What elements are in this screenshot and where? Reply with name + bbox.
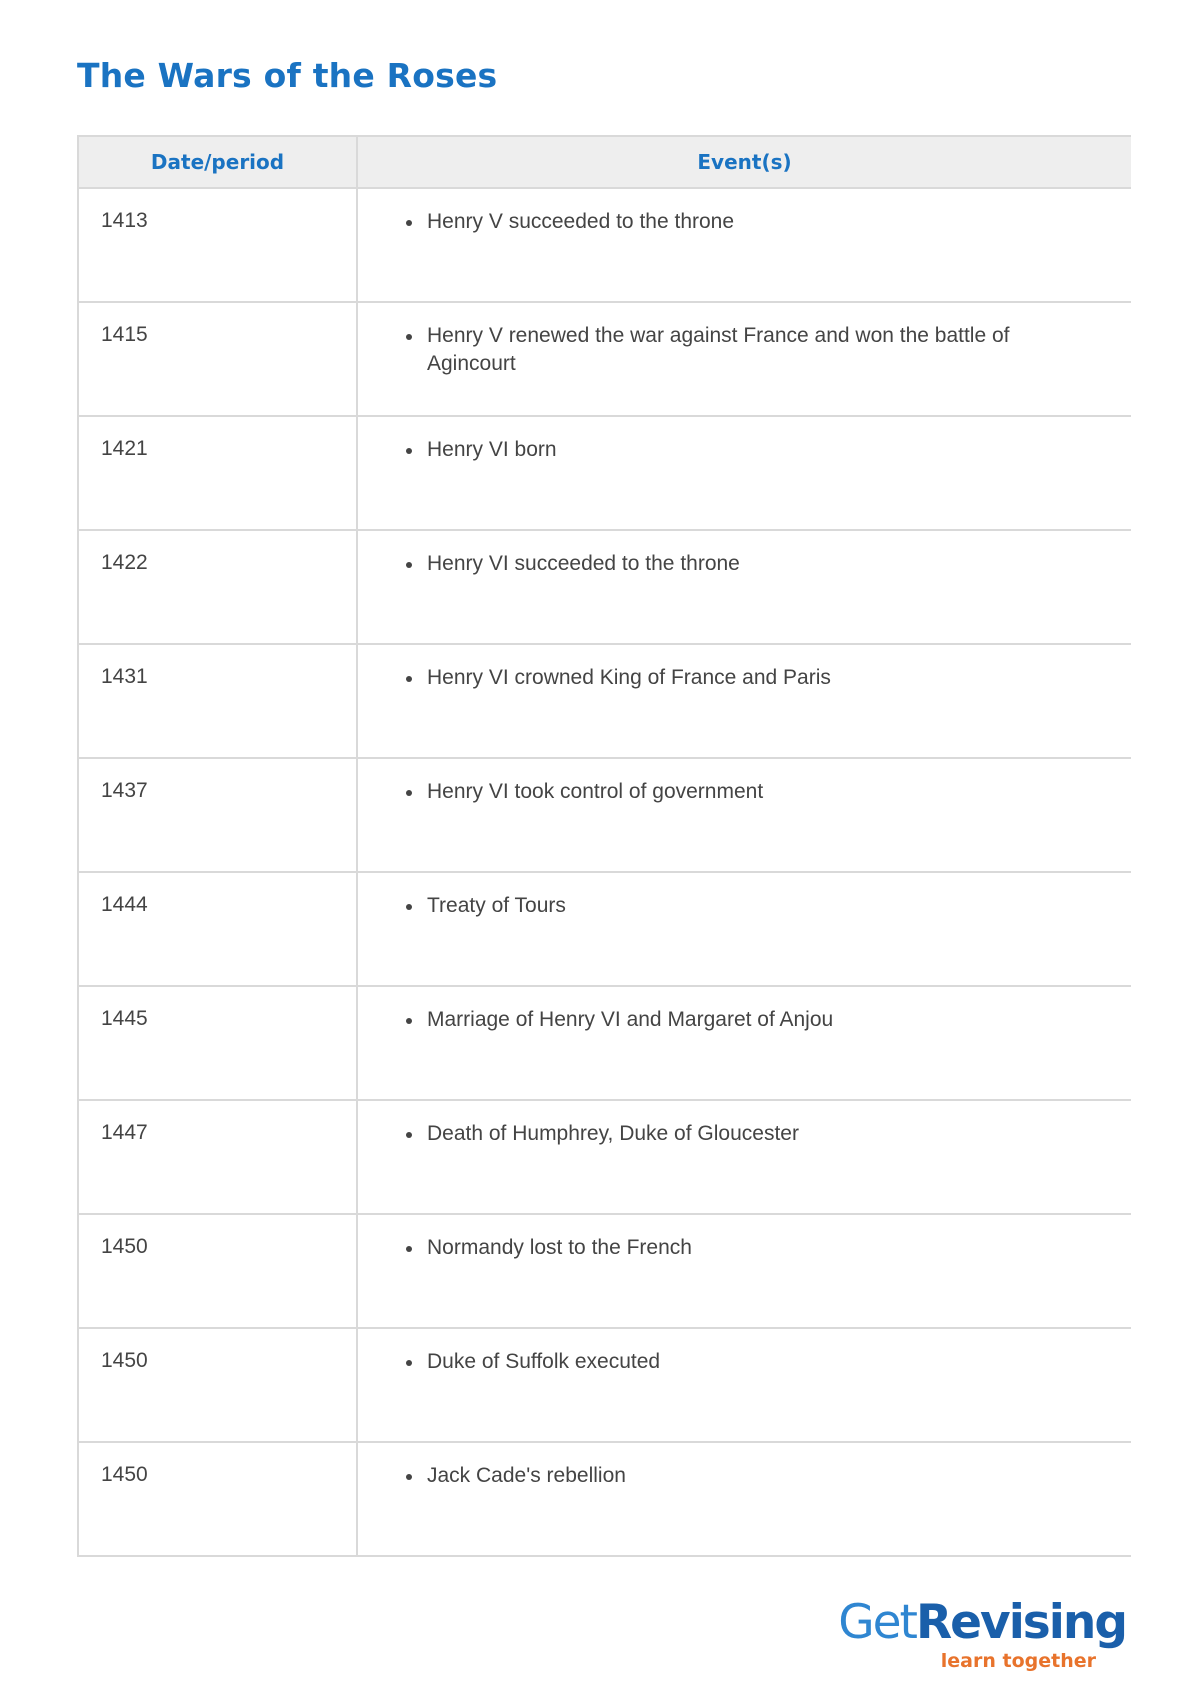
event-cell xyxy=(357,986,1131,1100)
event-cell xyxy=(357,1442,1131,1556)
event-list xyxy=(404,550,1071,578)
getrevising-logo xyxy=(826,1596,1126,1680)
event-list xyxy=(404,1006,1071,1034)
event-cell xyxy=(357,530,1131,644)
event-list xyxy=(404,892,1071,920)
event-list xyxy=(404,1120,1071,1148)
logo-word-revising: Revising xyxy=(915,1595,1126,1650)
event-cell xyxy=(357,188,1131,302)
event-cell xyxy=(357,302,1131,416)
date-cell: 1450 xyxy=(78,1328,357,1442)
table-row xyxy=(78,1442,1131,1556)
event-item: Henry V succeeded to the throne xyxy=(404,208,1071,236)
timeline-table xyxy=(77,135,1131,1557)
event-item: Jack Cade's rebellion xyxy=(404,1462,1071,1490)
table-row xyxy=(78,758,1131,872)
event-item: Henry V renewed the war against France and won the battle of Agincourt xyxy=(404,322,1071,378)
event-item: Treaty of Tours xyxy=(404,892,1071,920)
event-list xyxy=(404,1234,1071,1262)
event-list xyxy=(404,778,1071,806)
column-header-events: Event(s) xyxy=(357,136,1131,188)
date-cell: 1421 xyxy=(78,416,357,530)
event-item: Henry VI succeeded to the throne xyxy=(404,550,1071,578)
event-list xyxy=(404,208,1071,236)
event-item: Marriage of Henry VI and Margaret of Anjou xyxy=(404,1006,1071,1034)
column-header-date: Date/period xyxy=(78,136,357,188)
event-list xyxy=(404,436,1071,464)
table-row xyxy=(78,872,1131,986)
logo-tagline: learn together xyxy=(940,1650,1096,1672)
event-item: Henry VI crowned King of France and Paris xyxy=(404,664,1071,692)
event-list xyxy=(404,1462,1071,1490)
table-row xyxy=(78,530,1131,644)
date-cell: 1447 xyxy=(78,1100,357,1214)
event-item: Henry VI took control of government xyxy=(404,778,1071,806)
date-cell: 1450 xyxy=(78,1442,357,1556)
date-cell: 1415 xyxy=(78,302,357,416)
event-cell xyxy=(357,1100,1131,1214)
event-cell xyxy=(357,416,1131,530)
logo-wordmark xyxy=(838,1596,1126,1650)
table-row xyxy=(78,986,1131,1100)
table-row xyxy=(78,1100,1131,1214)
table-row xyxy=(78,302,1131,416)
date-cell: 1437 xyxy=(78,758,357,872)
date-cell: 1422 xyxy=(78,530,357,644)
event-cell xyxy=(357,872,1131,986)
page-title: The Wars of the Roses xyxy=(77,56,498,95)
event-list xyxy=(404,322,1071,378)
date-cell: 1444 xyxy=(78,872,357,986)
timeline-table-container xyxy=(77,135,1131,1580)
event-item: Duke of Suffolk executed xyxy=(404,1348,1071,1376)
event-cell xyxy=(357,644,1131,758)
event-cell xyxy=(357,1214,1131,1328)
table-row xyxy=(78,1328,1131,1442)
table-row xyxy=(78,644,1131,758)
event-item: Normandy lost to the French xyxy=(404,1234,1071,1262)
event-item: Death of Humphrey, Duke of Gloucester xyxy=(404,1120,1071,1148)
table-header-row xyxy=(78,136,1131,188)
date-cell: 1445 xyxy=(78,986,357,1100)
event-cell xyxy=(357,758,1131,872)
event-list xyxy=(404,664,1071,692)
event-item: Henry VI born xyxy=(404,436,1071,464)
event-cell xyxy=(357,1328,1131,1442)
date-cell: 1450 xyxy=(78,1214,357,1328)
table-row xyxy=(78,188,1131,302)
date-cell: 1431 xyxy=(78,644,357,758)
table-row xyxy=(78,1214,1131,1328)
event-list xyxy=(404,1348,1071,1376)
table-row xyxy=(78,416,1131,530)
date-cell: 1413 xyxy=(78,188,357,302)
logo-word-get: Get xyxy=(838,1595,916,1650)
